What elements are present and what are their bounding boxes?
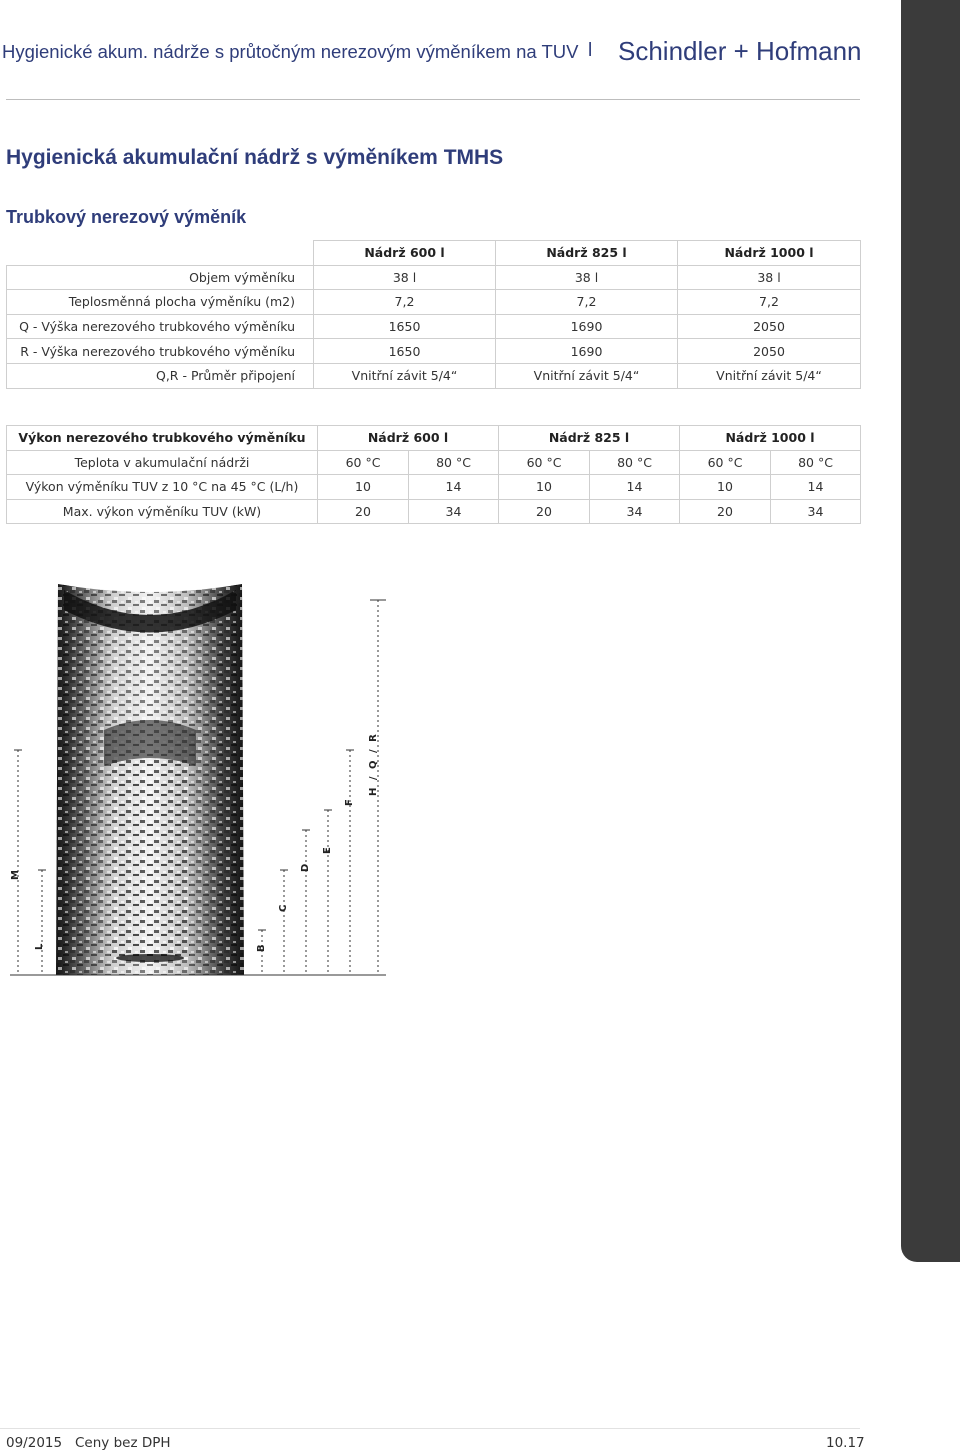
row-label: Max. výkon výměníku TUV (kW): [7, 499, 318, 524]
header-separator: l: [588, 40, 593, 61]
column-header: Nádrž 600 l: [314, 241, 496, 266]
table-cell: 7,2: [496, 290, 678, 315]
table-cell: 20: [499, 499, 590, 524]
table-cell: 34: [771, 499, 861, 524]
table-header-row: [7, 241, 861, 266]
table-cell: 80 °C: [409, 450, 499, 475]
table-cell: 80 °C: [590, 450, 680, 475]
footer-rule: [0, 1428, 860, 1429]
table-row: [7, 339, 861, 364]
header-title: Hygienické akum. nádrže s průtočným nerezovým výměníkem na TUV: [2, 41, 579, 62]
table-cell: 20: [318, 499, 409, 524]
performance-heading: Výkon nerezového trubkového výměníku: [7, 426, 318, 451]
table-cell: 34: [590, 499, 680, 524]
table-row: [7, 265, 861, 290]
table-header-row: [7, 426, 861, 451]
row-label: Q,R - Průměr připojení: [7, 363, 314, 388]
section-subtitle: Trubkový nerezový výměník: [6, 207, 247, 227]
footer-note: Ceny bez DPH: [75, 1435, 171, 1451]
table-cell: 80 °C: [771, 450, 861, 475]
tank-body: [56, 584, 244, 975]
performance-table: [6, 425, 861, 524]
table-cell: 10: [318, 475, 409, 500]
table-cell: 38 l: [314, 265, 496, 290]
table-cell: 1650: [314, 314, 496, 339]
dim-label-l: L: [34, 943, 45, 950]
column-header: Nádrž 825 l: [496, 241, 678, 266]
column-header: Nádrž 1000 l: [678, 241, 861, 266]
row-label: Teplosměnná plocha výměníku (m2): [7, 290, 314, 315]
footer-version: 10.17: [826, 1435, 865, 1451]
table-cell: 60 °C: [318, 450, 409, 475]
brand-logo-text: Schindler + Hofmann: [618, 36, 862, 66]
table-cell: 14: [590, 475, 680, 500]
column-header: Nádrž 1000 l: [680, 426, 861, 451]
dim-label-m: M: [10, 870, 21, 880]
row-label: Teplota v akumulační nádrži: [7, 450, 318, 475]
page-title: Hygienická akumulační nádrž s výměníkem TMHS: [6, 146, 504, 169]
table-cell: 14: [409, 475, 499, 500]
table-cell: 1690: [496, 314, 678, 339]
dim-label-h-q-r: H / Q / R: [368, 732, 379, 796]
table-cell: 2050: [678, 339, 861, 364]
dim-label-e: E: [322, 847, 333, 854]
dim-label-f: F: [344, 799, 355, 806]
table-cell: 34: [409, 499, 499, 524]
column-header: Nádrž 825 l: [499, 426, 680, 451]
row-label: R - Výška nerezového trubkového výměníku: [7, 339, 314, 364]
table-row: [7, 363, 861, 388]
table-cell: 60 °C: [499, 450, 590, 475]
column-header: Nádrž 600 l: [318, 426, 499, 451]
footer-date: 09/2015: [6, 1435, 63, 1451]
side-tab-text: [12, 1132, 46, 1226]
dim-label-b: B: [256, 944, 267, 952]
table-cell: 1690: [496, 339, 678, 364]
table-cell: 10: [680, 475, 771, 500]
table-row: [7, 499, 861, 524]
row-label: Objem výměníku: [7, 265, 314, 290]
spec-table: [6, 240, 861, 389]
table-cell: 38 l: [678, 265, 861, 290]
dim-label-c: C: [278, 904, 289, 912]
table-row: [7, 314, 861, 339]
header-rule: [6, 99, 860, 100]
table-cell: Vnitřní závit 5/4“: [496, 363, 678, 388]
dim-label-d: D: [300, 863, 311, 872]
table-cell: 60 °C: [680, 450, 771, 475]
side-tab-line1: 10 Schindler: [12, 1142, 29, 1226]
table-row: [7, 475, 861, 500]
tank-dimension-drawing: [0, 570, 400, 990]
table-cell: 2050: [678, 314, 861, 339]
table-cell: 7,2: [314, 290, 496, 315]
table-cell: 10: [499, 475, 590, 500]
table-cell: Vnitřní závit 5/4“: [678, 363, 861, 388]
row-label: Q - Výška nerezového trubkového výměníku: [7, 314, 314, 339]
table-row: [7, 450, 861, 475]
table-cell: 1650: [314, 339, 496, 364]
side-tab-line2: + Hofmann: [29, 1132, 46, 1206]
side-tab-text-wrap: [0, 0, 59, 1262]
side-tab: [901, 0, 960, 1262]
table-cell: 14: [771, 475, 861, 500]
table-cell: 7,2: [678, 290, 861, 315]
row-label: Výkon výměníku TUV z 10 °C na 45 °C (L/h): [7, 475, 318, 500]
table-cell: 20: [680, 499, 771, 524]
table-cell: Vnitřní závit 5/4“: [314, 363, 496, 388]
table-row: [7, 290, 861, 315]
table-cell: 38 l: [496, 265, 678, 290]
